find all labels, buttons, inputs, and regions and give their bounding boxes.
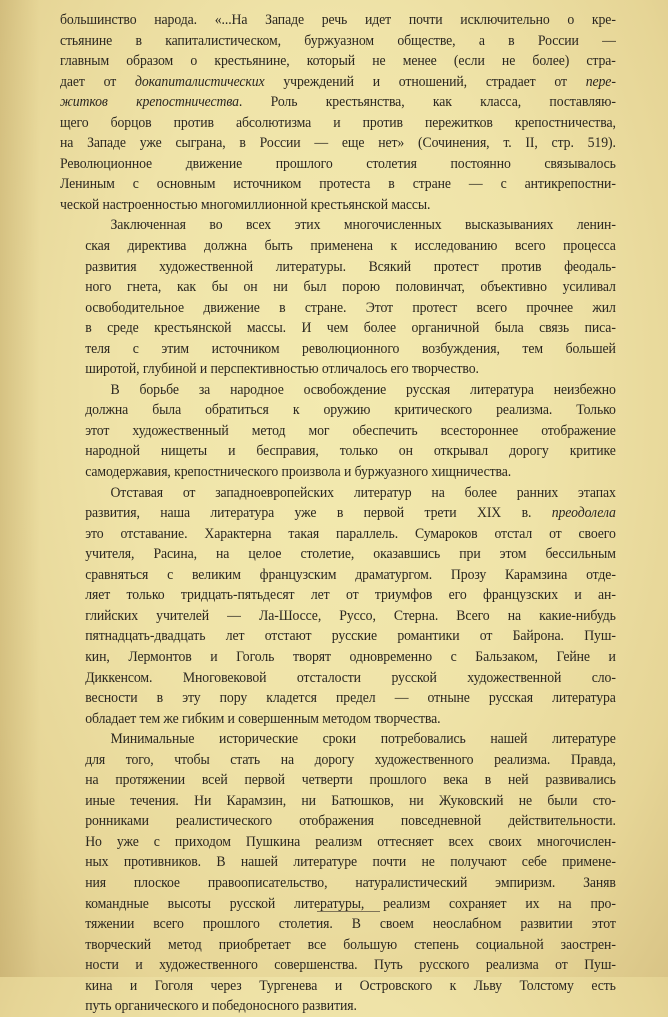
text-segment: должна была обратиться к оружию критического реализма. Только (85, 402, 616, 419)
text-segment: этот художественный метод мог обеспечить всестороннее отображение (85, 422, 616, 439)
italic-emphasis: житков крепостничества (60, 94, 239, 111)
text-line (60, 668, 616, 689)
text-line (60, 873, 616, 894)
text-line (60, 318, 616, 339)
text-segment: иные течения. Ни Карамзин, ни Батюшков, ни Жуковский не были сто- (85, 792, 616, 809)
text-line (60, 976, 616, 997)
text-segment: Но уже с приходом Пушкина реализм оттесняет всех своих многочислен- (85, 833, 616, 850)
text-segment: учреждений и отношений, страдает от (264, 73, 586, 90)
text-line (60, 92, 616, 113)
text-line (60, 133, 616, 154)
text-line (60, 852, 616, 873)
text-segment: ческой настроенностью многомиллионной крестьянской массы. (60, 196, 431, 213)
text-line (60, 441, 616, 462)
text-segment: Революционное движение прошлого столетия постоянно связывалось (60, 155, 616, 172)
text-segment: стьянине в капиталистическом, буржуазном обществе, а в России — (60, 32, 616, 49)
text-line (60, 380, 616, 401)
text-line (60, 10, 616, 31)
text-line (60, 31, 616, 52)
text-line (60, 277, 616, 298)
text-segment: это отставание. Характерна такая параллель. Сумароков отстал от своего (85, 525, 616, 542)
text-segment: большинство народа. «...На Западе речь идет почти исключительно о кре- (60, 12, 616, 28)
text-line (60, 996, 616, 1017)
text-line (60, 236, 616, 257)
text-line (60, 215, 616, 236)
text-line (60, 524, 616, 545)
text-line (60, 257, 616, 278)
text-line (60, 359, 616, 380)
text-line (60, 421, 616, 442)
text-segment: пятнадцать-двадцать лет отстают русские романтики от Байрона. Пуш- (85, 628, 616, 645)
italic-emphasis: пере- (585, 73, 616, 90)
text-segment: кина и Гоголя через Тургенева и Островского к Льву Толстому есть (85, 977, 616, 994)
text-segment: путь органического и победоносного развития. (85, 998, 357, 1015)
text-segment: щего борцов против абсолютизма и против пережитков крепостничества, (60, 114, 616, 131)
text-line (60, 503, 616, 524)
paragraph (60, 215, 616, 379)
text-segment: в среде крестьянской массы. И чем более органичной была связь писа- (85, 320, 616, 337)
text-segment: Заключенная во всех этих многочисленных высказываниях ленин- (110, 217, 616, 234)
text-line (60, 154, 616, 175)
text-line (60, 585, 616, 606)
text-line (60, 955, 616, 976)
text-line (60, 339, 616, 360)
text-segment: ности и художественного совершенства. Путь русского реализма от Пуш- (85, 957, 616, 974)
paragraph (60, 729, 616, 1017)
text-segment: кин, Лермонтов и Гоголь творят одновременно с Бальзаком, Гейне и (85, 648, 616, 665)
section-divider (317, 911, 380, 912)
text-segment: освободительное движение в стране. Этот протест всего прочнее жил (85, 299, 616, 316)
text-segment: дает от (60, 73, 135, 90)
text-segment: глийских учителей — Ла-Шоссе, Руссо, Стерна. Всего на какие-нибудь (85, 607, 616, 624)
text-segment: . Роль крестьянства, как класса, поставляю- (238, 94, 616, 111)
text-segment: ронниками реалистического отображения повседневной действительности. (85, 813, 616, 830)
text-line (60, 483, 616, 504)
text-line (60, 832, 616, 853)
text-segment: широтой, глубиной и перспективностью отличалось его творчество. (85, 361, 479, 378)
text-line (60, 770, 616, 791)
text-segment: ных противников. В нашей литературе почти не получают себе примене- (85, 854, 616, 871)
text-line (60, 195, 616, 216)
text-line (60, 174, 616, 195)
text-segment: ская директива должна быть применена к исследованию всего процесса (85, 238, 616, 255)
text-line (60, 606, 616, 627)
text-line (60, 544, 616, 565)
paragraph (60, 10, 616, 215)
text-line (60, 565, 616, 586)
text-line (60, 709, 616, 730)
text-line (60, 811, 616, 832)
text-segment: для того, чтобы стать на дорогу художественного реализма. Правда, (85, 751, 616, 768)
text-segment: Отставая от западноевропейских литератур на более ранних этапах (110, 484, 616, 501)
text-line (60, 72, 616, 93)
text-line (60, 462, 616, 483)
text-segment: Минимальные исторические сроки потребовались нашей литературе (110, 731, 616, 748)
text-line (60, 791, 616, 812)
text-segment: тяжении всего прошлого столетия. В своем неослабном развитии этот (85, 916, 616, 933)
italic-emphasis: преодолела (551, 505, 616, 522)
text-segment: теля с этим источником революционного возбуждения, тем большей (85, 340, 616, 357)
text-line (60, 729, 616, 750)
text-line (60, 935, 616, 956)
text-segment: ного гнета, как бы он ни был порою половинчат, объективно усиливал (85, 279, 616, 296)
text-segment: весности в эту пору кладется предел — отныне русская литература (85, 690, 616, 707)
page-gutter-shadow (0, 0, 40, 977)
text-segment: Лениным с основным источником протеста в стране — с антикрепостни- (60, 176, 616, 193)
text-segment: В борьбе за народное освобождение русская литература неизбежно (110, 381, 616, 398)
text-line (60, 914, 616, 935)
text-line (60, 113, 616, 134)
body-text (60, 10, 616, 1017)
text-line (60, 647, 616, 668)
text-segment: обладает тем же гибким и совершенным методом творчества. (85, 710, 441, 727)
text-segment: на Западе уже сыграна, в России — еще нет» (Сочинения, т. II, стр. 519). (60, 135, 616, 152)
text-segment: главным образом о крестьянине, который не менее (если не более) стра- (60, 53, 616, 70)
text-segment: командные высоты русской литературы, реализм сохраняет их на про- (85, 895, 616, 912)
text-line (60, 51, 616, 72)
text-segment: самодержавия, крепостнического произвола и буржуазного хищничества. (85, 464, 512, 481)
text-segment: творческий метод приобретает все большую степень социальной заострен- (85, 936, 616, 953)
text-segment: на протяжении всей первой четверти прошлого века в ней развивались (85, 772, 616, 789)
paragraph (60, 380, 616, 483)
italic-emphasis: докапиталистических (134, 73, 265, 90)
text-line (60, 400, 616, 421)
text-segment: развития, наша литература уже в первой трети XIX в. (85, 505, 552, 522)
text-line (60, 750, 616, 771)
paragraph (60, 483, 616, 730)
text-segment: развития художественной литературы. Всякий протест против феодаль- (85, 258, 616, 275)
text-segment: Диккенсом. Многовековой отсталости русской художественной сло- (85, 669, 616, 686)
text-segment: сравняться с великим французским драматургом. Прозу Карамзина отде- (85, 566, 616, 583)
text-segment: ляет только тридцать-пятьдесят лет от триумфов его французских и ан- (85, 587, 616, 604)
text-line (60, 626, 616, 647)
text-segment: ния плоское правоописательство, натуралистический эмпиризм. Заняв (85, 874, 616, 891)
text-segment: народной нищеты и бесправия, только он открывал дорогу критике (85, 443, 616, 460)
text-line (60, 688, 616, 709)
text-line (60, 298, 616, 319)
text-segment: учителя, Расина, на целое столетие, оказавшись при этом бессильным (85, 546, 616, 563)
